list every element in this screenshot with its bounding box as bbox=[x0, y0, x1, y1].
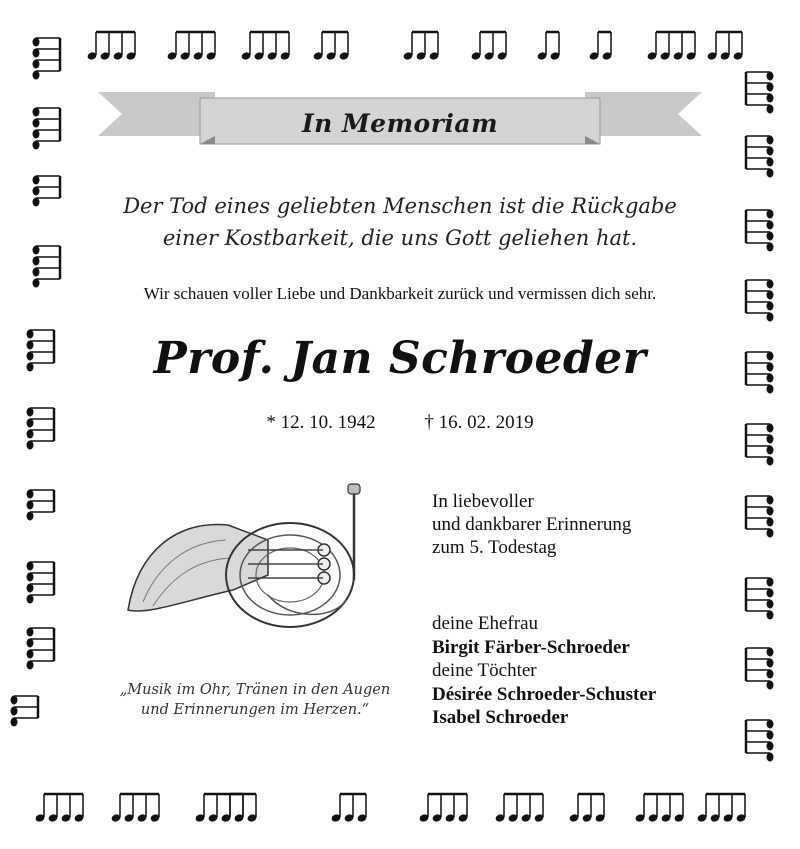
quote-line-2: einer Kostbarkeit, die uns Gott geliehen hat. bbox=[162, 226, 638, 250]
remembrance-line-3: zum 5. Todestag bbox=[432, 537, 557, 558]
music-note-group bbox=[746, 496, 774, 538]
quote-line-1: Der Tod eines geliebten Menschen ist die Rückgabe bbox=[123, 194, 677, 218]
birth-date: * 12. 10. 1942 bbox=[266, 412, 376, 433]
daughters-label: deine Töchter bbox=[432, 660, 537, 681]
wife-label: deine Ehefrau bbox=[432, 613, 539, 634]
music-note-group bbox=[27, 330, 55, 372]
memorial-quote bbox=[80, 190, 720, 254]
music-note-group bbox=[746, 352, 774, 394]
music-note-group bbox=[746, 280, 774, 322]
wife-name: Birgit Färber-Schroeder bbox=[432, 636, 630, 658]
music-note-group bbox=[27, 408, 55, 450]
music-note-group bbox=[746, 424, 774, 466]
music-note-group bbox=[537, 32, 561, 61]
french-horn-icon bbox=[118, 480, 388, 650]
music-note-group bbox=[221, 794, 258, 823]
music-note-group bbox=[33, 38, 61, 80]
music-note-group bbox=[33, 246, 61, 288]
family-list bbox=[432, 612, 752, 730]
music-note-group bbox=[87, 32, 137, 61]
music-note-group bbox=[471, 32, 508, 61]
death-date: † 16. 02. 2019 bbox=[424, 412, 534, 433]
remembrance-line-1: In liebevoller bbox=[432, 491, 534, 512]
remembrance-line-2: und dankbarer Erinnerung bbox=[432, 514, 632, 535]
music-note-group bbox=[27, 490, 55, 521]
music-note-group bbox=[27, 562, 55, 604]
music-note-group bbox=[403, 32, 440, 61]
music-note-group bbox=[33, 176, 61, 207]
caption-line-1: „Musik im Ohr, Tränen in den Augen bbox=[119, 682, 391, 698]
subline: Wir schauen voller Liebe und Dankbarkeit zurück und vermissen dich sehr. bbox=[143, 284, 657, 303]
music-note-group bbox=[27, 628, 55, 670]
music-note-group bbox=[647, 32, 697, 61]
remembrance-text bbox=[432, 490, 732, 559]
music-note-group bbox=[331, 794, 368, 823]
music-note-group bbox=[35, 794, 85, 823]
music-note-group bbox=[635, 794, 685, 823]
music-note-group bbox=[707, 32, 744, 61]
music-note-group bbox=[589, 32, 613, 61]
music-note-group bbox=[746, 210, 774, 252]
horn-caption bbox=[100, 680, 410, 720]
music-note-group bbox=[11, 696, 39, 727]
music-note-group bbox=[697, 794, 747, 823]
daughter-name: Désirée Schroeder-Schuster bbox=[432, 683, 657, 705]
music-note-group bbox=[495, 794, 545, 823]
banner-title: In Memoriam bbox=[301, 108, 499, 138]
music-note-group bbox=[569, 794, 606, 823]
music-note-group bbox=[167, 32, 217, 61]
life-dates bbox=[60, 412, 740, 434]
caption-line-2: und Erinnerungen im Herzen.“ bbox=[140, 702, 370, 718]
music-note-group bbox=[313, 32, 350, 61]
music-note-group bbox=[419, 794, 469, 823]
daughter-name: Isabel Schroeder bbox=[432, 707, 569, 728]
deceased-name: Prof. Jan Schroeder bbox=[153, 333, 647, 384]
music-note-group bbox=[241, 32, 291, 61]
music-note-group bbox=[111, 794, 161, 823]
